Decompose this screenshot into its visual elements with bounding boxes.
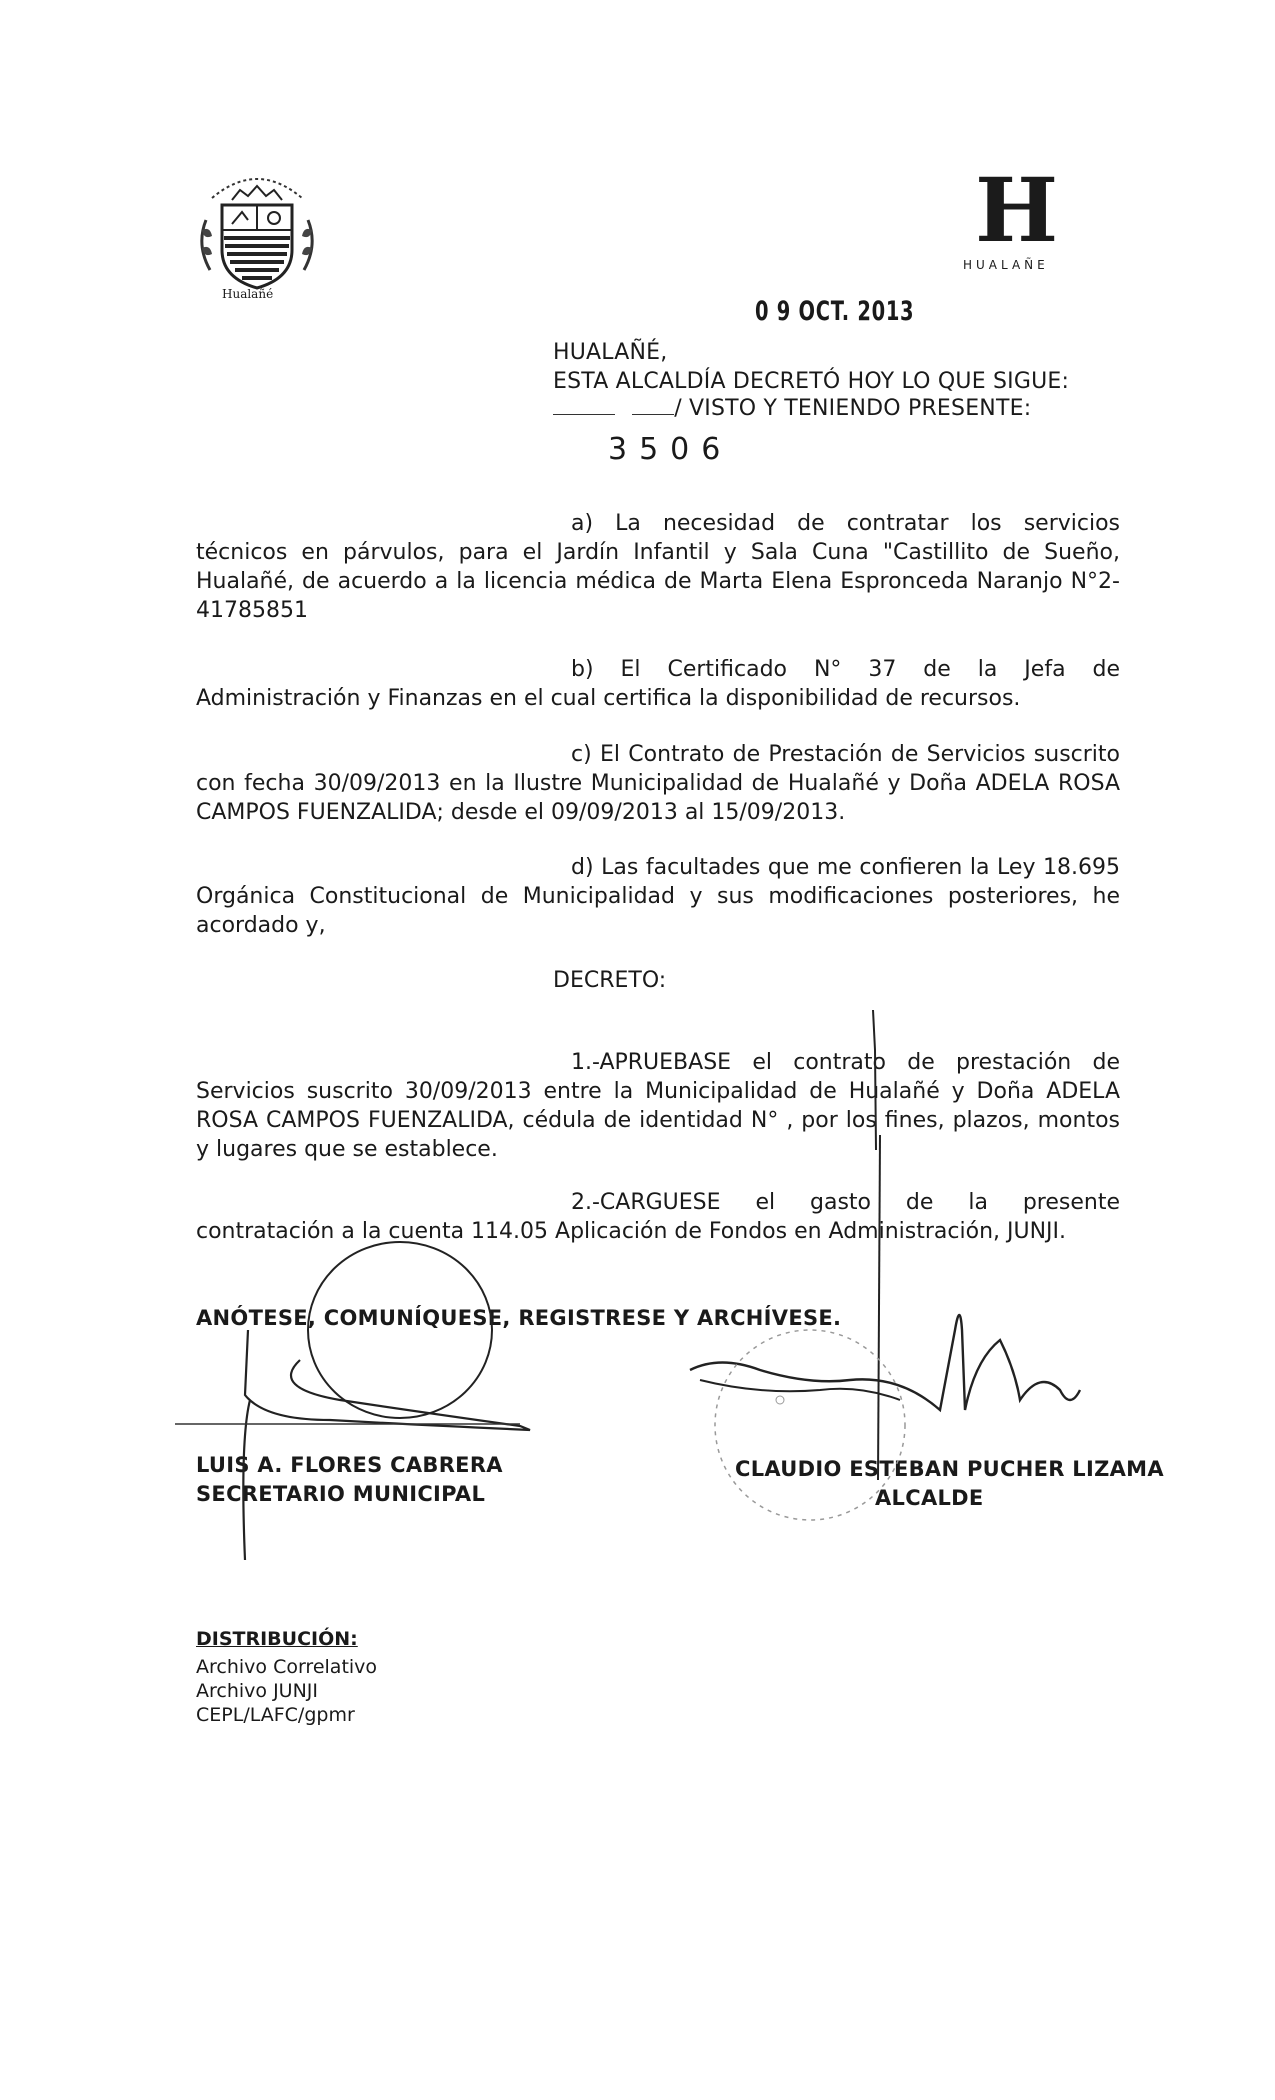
- decree-number-stamp: 3506: [608, 432, 733, 467]
- secretary-signature: [243, 1330, 530, 1560]
- circle-mark: [308, 1242, 492, 1418]
- seal-detail: [776, 1396, 784, 1404]
- considerando-b-first-line: b) El Certificado N° 37 de la Jefa de: [571, 657, 1120, 682]
- resolutivo-2-first-line: 2.-CARGUESE el gasto de la presente: [571, 1190, 1120, 1215]
- resolutivo-2-text: contratación a la cuenta 114.05 Aplicación de Fondos en Administración, JUNJI.: [196, 1219, 1067, 1244]
- closing-formula: ANÓTESE, COMUNÍQUESE, REGISTRESE Y ARCHÍVESE.: [196, 1306, 842, 1330]
- considerando-c-text: con fecha 30/09/2013 en la Ilustre Municipalidad de Hualañé y Doña ADELA ROSA CAMPOS FUENZALIDA; desde el 09/09/2013 al 15/09/2013.: [196, 771, 1120, 825]
- date-stamp: 0 9 OCT. 2013: [755, 296, 915, 327]
- resolutivo-1-first-line: 1.-APRUEBASE el contrato de prestación de: [571, 1050, 1120, 1075]
- official-seal-stamp: [715, 1330, 905, 1520]
- considerando-d-first-line: d) Las facultades que me confieren la Ley 18.695: [571, 855, 1120, 880]
- considerando-c-first-line: c) El Contrato de Prestación de Servicios suscrito: [571, 742, 1120, 767]
- pen-line: [878, 1135, 880, 1480]
- distribution-item: Archivo Correlativo: [196, 1656, 378, 1678]
- considerando-d-text: Orgánica Constitucional de Municipalidad y sus modificaciones posteriores, he acordado y,: [196, 884, 1120, 938]
- considerando-a-text: técnicos en párvulos, para el Jardín Infantil y Sala Cuna "Castillito de Sueño, Hualañé, de acuerdo a la licencia médica de Marta Elena Espronceda Naranjo N°2-41785851: [196, 540, 1120, 623]
- secretary-title: SECRETARIO MUNICIPAL: [196, 1482, 486, 1506]
- distribution-item: CEPL/LAFC/gpmr: [196, 1704, 355, 1726]
- visto-label: / VISTO Y TENIENDO PRESENTE:: [674, 396, 1032, 421]
- pen-line: [873, 1010, 876, 1150]
- mayor-title: ALCALDE: [875, 1486, 984, 1510]
- decreto-label: DECRETO:: [553, 968, 667, 993]
- decree-intro-line: ESTA ALCALDÍA DECRETÓ HOY LO QUE SIGUE:: [553, 369, 1070, 394]
- hualane-logo-caption: HUALAÑE: [963, 258, 1049, 272]
- distribution-title: DISTRIBUCIÓN:: [196, 1628, 358, 1650]
- hualane-h-logo: H: [975, 158, 1055, 262]
- mayor-name: CLAUDIO ESTEBAN PUCHER LIZAMA: [735, 1457, 1164, 1481]
- considerando-b-text: Administración y Finanzas en el cual certifica la disponibilidad de recursos.: [196, 686, 1021, 711]
- considerando-a-first-line: a) La necesidad de contratar los servicios: [571, 511, 1120, 536]
- municipal-crest-caption: Hualañé: [222, 287, 274, 301]
- secretary-name: LUIS A. FLORES CABRERA: [196, 1453, 503, 1477]
- mayor-signature-stroke: [700, 1380, 900, 1400]
- resolutivo-1-text: Servicios suscrito 30/09/2013 entre la Municipalidad de Hualañé y Doña ADELA ROSA CAMPOS FUENZALIDA, cédula de identidad N° , por los fines, plazos, montos y lugares que se establece.: [196, 1079, 1120, 1162]
- city-line: HUALAÑÉ,: [553, 340, 668, 365]
- distribution-item: Archivo JUNJI: [196, 1680, 318, 1702]
